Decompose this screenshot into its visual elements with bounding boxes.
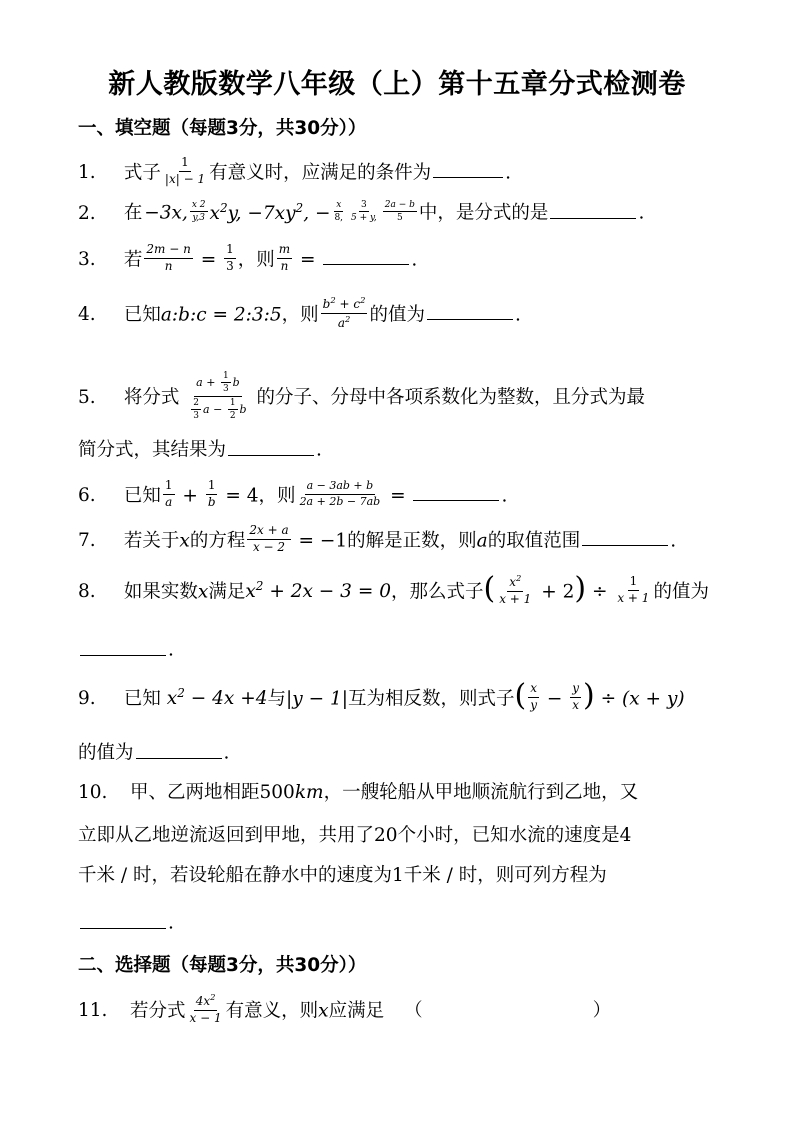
math-fraction: $\frac{x^2}{x + 1}$ [499, 573, 532, 606]
math-fraction: $\frac{1}{a}$ [164, 478, 173, 509]
question-6: 6. 已知 $\frac{1}{a}$ + $\frac{1}{b}$ = 4，则 $\frac{a - 3ab + b}{2a + 2b - 7ab}$ = . [78, 478, 508, 509]
math-fraction: $\frac{x}{y}$ [530, 681, 537, 712]
math-fraction: $\frac{y}{x}$ [572, 681, 580, 712]
question-number: 8. [78, 581, 96, 603]
section-fill-in-heading: 一、填空题（每题3分，共30分）） [78, 118, 367, 139]
question-number: 3. [78, 249, 96, 271]
question-number: 4. [78, 304, 96, 326]
question-4: 4. 已知a:b:c = 2:3:5，则 $\frac{b^2 + c^2}{a^2}$ 的值为 . [78, 295, 521, 330]
question-7: 7. 若关于x的方程 $\frac{2x + a}{x - 2}$ = −1的解是正数，则a的取值范围 . [78, 523, 677, 554]
question-10-line-3: 千米 / 时，若设轮船在静水中的速度为1千米 / 时，则可列方程为 [78, 865, 607, 886]
question-number: 5. [78, 387, 96, 409]
question-10-line-2: 立即从乙地逆流返回到甲地，共用了20个小时，已知水流的速度是4 [78, 825, 632, 846]
question-number: 9. [78, 688, 96, 710]
question-2: 2. 在 −3x, $\frac{x 2}{y,3}$ $x^2y$, $-7xy^2$, − $\frac{x}{8,}$ $\frac{3}{5 + y,}$ $\frac{2a - b}{5}$ 中，是分式的是 . [78, 199, 645, 224]
math-fraction: $\frac{3}{5 + y,}$ [351, 199, 377, 224]
answer-blank[interactable] [550, 201, 636, 219]
math-fraction: $\frac{1}{|x| - 1}$ [164, 155, 206, 186]
answer-blank[interactable] [582, 529, 668, 547]
answer-blank[interactable] [413, 484, 499, 502]
math-fraction: $\frac{2a - b}{5}$ [384, 199, 415, 224]
answer-blank[interactable] [80, 911, 166, 929]
question-8-continued: . [78, 638, 174, 660]
answer-blank[interactable] [228, 438, 314, 456]
section-multiple-choice-heading: 二、选择题（每题3分，共30分）） [78, 955, 367, 976]
ratio-expression: a:b:c = 2:3:5 [160, 304, 282, 326]
math-fraction: $\frac{1}{b}$ [207, 478, 216, 509]
page-title: 新人教版数学八年级（上）第十五章分式检测卷 [108, 69, 686, 100]
question-number: 1. [78, 162, 96, 184]
math-fraction: $\frac{m}{n}$ [278, 242, 291, 273]
question-number: 2. [78, 202, 96, 224]
answer-blank[interactable] [136, 741, 222, 759]
question-5: 5. 将分式 a + $\frac{1}{3}$ b $\frac{2}{3}$ a − $\frac{1}{2}$ b 的分子、分母中各项系数化为整数，且分式为最 [78, 371, 645, 422]
question-10-line-4: . [78, 911, 174, 933]
math-fraction: $\frac{a - 3ab + b}{2a + 2b - 7ab}$ [299, 479, 381, 508]
question-number: 10. [78, 782, 108, 803]
question-number: 11. [78, 1000, 108, 1022]
question-9: 9. 已知 $x^2 - 4x +4$与|y − 1|互为相反数，则式子( $\frac{x}{y}$ − $\frac{y}{x}$ ) ÷ (x + y) [78, 678, 685, 714]
question-9-continued: 的值为 . [78, 742, 230, 764]
answer-blank[interactable] [433, 161, 503, 179]
math-fraction: $\frac{b^2 + c^2}{a^2}$ [322, 295, 366, 330]
math-expression: −3x, [142, 202, 188, 224]
answer-blank[interactable] [323, 248, 409, 266]
answer-blank[interactable] [427, 303, 513, 321]
question-3: 3. 若 $\frac{2m - n}{n}$ = $\frac{1}{3}$ ，则 $\frac{m}{n}$ = . [78, 242, 418, 273]
math-fraction: $\frac{x}{8,}$ [334, 199, 344, 224]
question-11: 11. 若分式 $\frac{4x^2}{x - 1}$ 有意义，则x应满足 （ ） [78, 992, 612, 1025]
complex-fraction: a + $\frac{1}{3}$ b $\frac{2}{3}$ a − $\frac{1}{2}$ b [193, 371, 247, 422]
math-fraction: $\frac{2m - n}{n}$ [146, 242, 191, 273]
question-number: 6. [78, 485, 96, 507]
question-5-continued: 简分式，其结果为 . [78, 439, 322, 461]
math-fraction: $\frac{2x + a}{x - 2}$ [249, 523, 289, 554]
answer-blank[interactable] [80, 638, 166, 656]
math-fraction: $\frac{1}{3}$ [226, 242, 234, 273]
answer-bracket[interactable]: （ ） [404, 1000, 612, 1022]
math-fraction: $\frac{x 2}{y,3}$ [191, 199, 206, 224]
math-fraction: $\frac{1}{x + 1}$ [617, 574, 650, 605]
question-1: 1. 式子 $\frac{1}{|x| - 1}$ 有意义时，应满足的条件为 . [78, 155, 511, 186]
question-number: 7. [78, 530, 96, 552]
question-8: 8. 如果实数x满足$x^2 + 2x - 3 = 0$，那么式子( $\frac{x^2}{x + 1}$ + 2) ÷ $\frac{1}{x + 1}$ 的值为 [78, 571, 709, 607]
question-10: 10. 甲、乙两地相距500km，一艘轮船从甲地顺流航行到乙地，又 [78, 782, 639, 803]
math-fraction: $\frac{4x^2}{x - 1}$ [189, 992, 222, 1025]
